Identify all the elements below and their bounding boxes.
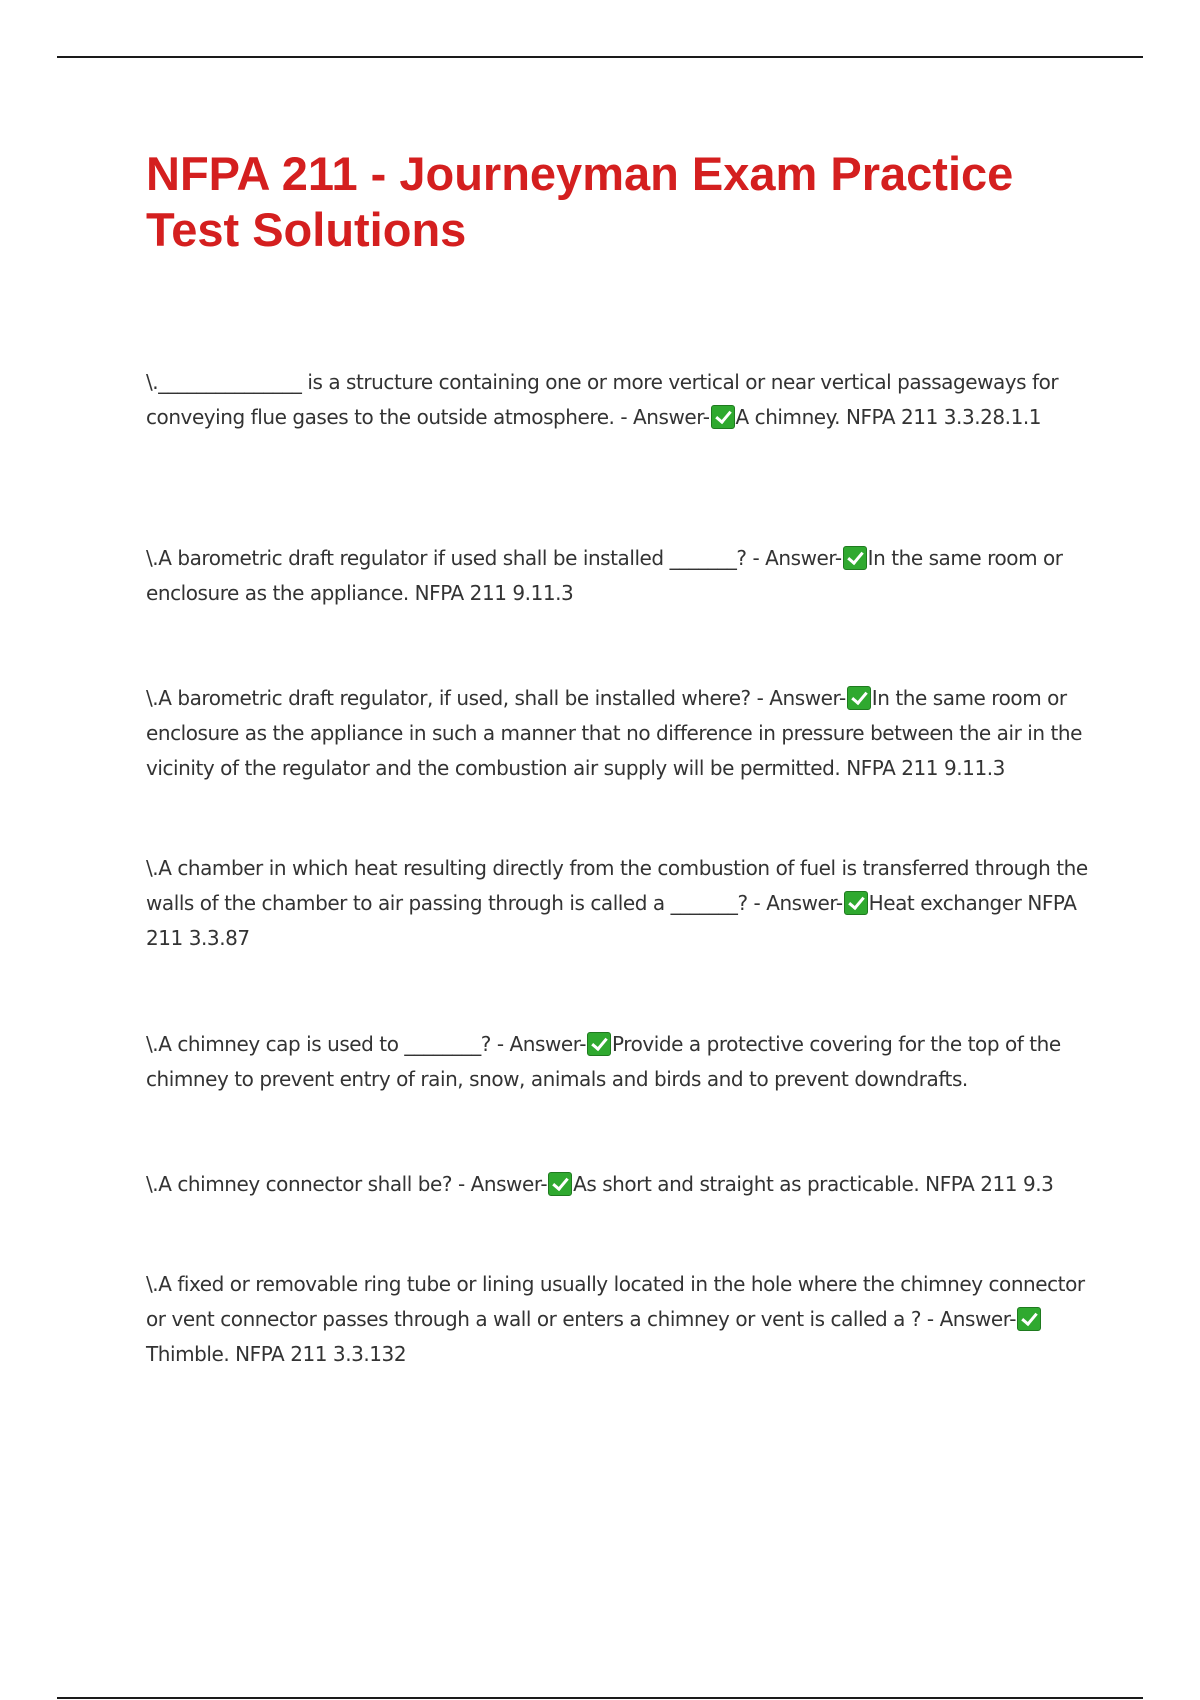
question-text: \.A barometric draft regulator if used shall be installed _______? - Answer-: [146, 546, 842, 570]
qa-item: [146, 851, 1090, 956]
question-text: \.A chamber in which heat resulting directly from the combustion of fuel is transferred through the walls of the chamber to air passing through is called a _______? - Answer-: [146, 856, 1088, 915]
qa-item: [146, 1267, 1090, 1372]
qa-item: [146, 541, 1090, 611]
document-title: NFPA 211 - Journeyman Exam Practice Test Solutions: [146, 147, 1014, 256]
bottom-rule: [57, 1697, 1143, 1699]
answer-text: Heat exchanger NFPA 211 3.3.87: [146, 891, 1077, 950]
green-check-icon: [844, 891, 868, 915]
green-check-icon: [548, 1172, 572, 1196]
qa-item: [146, 1027, 1090, 1097]
question-text: \.A chimney connector shall be? - Answer-: [146, 1172, 548, 1196]
question-text: \.A chimney cap is used to ________? - Answer-: [146, 1032, 586, 1056]
qa-item: [146, 1167, 1090, 1202]
green-check-icon: [847, 686, 871, 710]
green-check-icon: [1017, 1307, 1041, 1331]
answer-text: In the same room or enclosure as the appliance in such a manner that no difference in pressure between the air in the vicinity of the regulator and the combustion air supply will be permitted. NFPA 211 9.11.3: [146, 686, 1082, 780]
top-rule: [57, 56, 1143, 58]
qa-item: [146, 681, 1090, 786]
answer-text: In the same room or enclosure as the appliance. NFPA 211 9.11.3: [146, 546, 1063, 605]
answer-text: Provide a protective covering for the top of the chimney to prevent entry of rain, snow, animals and birds and to prevent downdrafts.: [146, 1032, 1061, 1091]
qa-item: [146, 365, 1090, 435]
question-text: \.A fixed or removable ring tube or lining usually located in the hole where the chimney connector or vent connector passes through a wall or enters a chimney or vent is called a ? - Answer-: [146, 1272, 1085, 1331]
green-check-icon: [587, 1032, 611, 1056]
question-text: \._______________ is a structure containing one or more vertical or near vertical passageways for conveying flue gases to the outside atmosphere. - Answer-: [146, 370, 1059, 429]
green-check-icon: [711, 405, 735, 429]
green-check-icon: [843, 546, 867, 570]
answer-text: Thimble. NFPA 211 3.3.132: [146, 1342, 407, 1366]
answer-text: A chimney. NFPA 211 3.3.28.1.1: [735, 405, 1042, 429]
answer-text: As short and straight as practicable. NFPA 211 9.3: [573, 1172, 1054, 1196]
question-text: \.A barometric draft regulator, if used, shall be installed where? - Answer-: [146, 686, 846, 710]
